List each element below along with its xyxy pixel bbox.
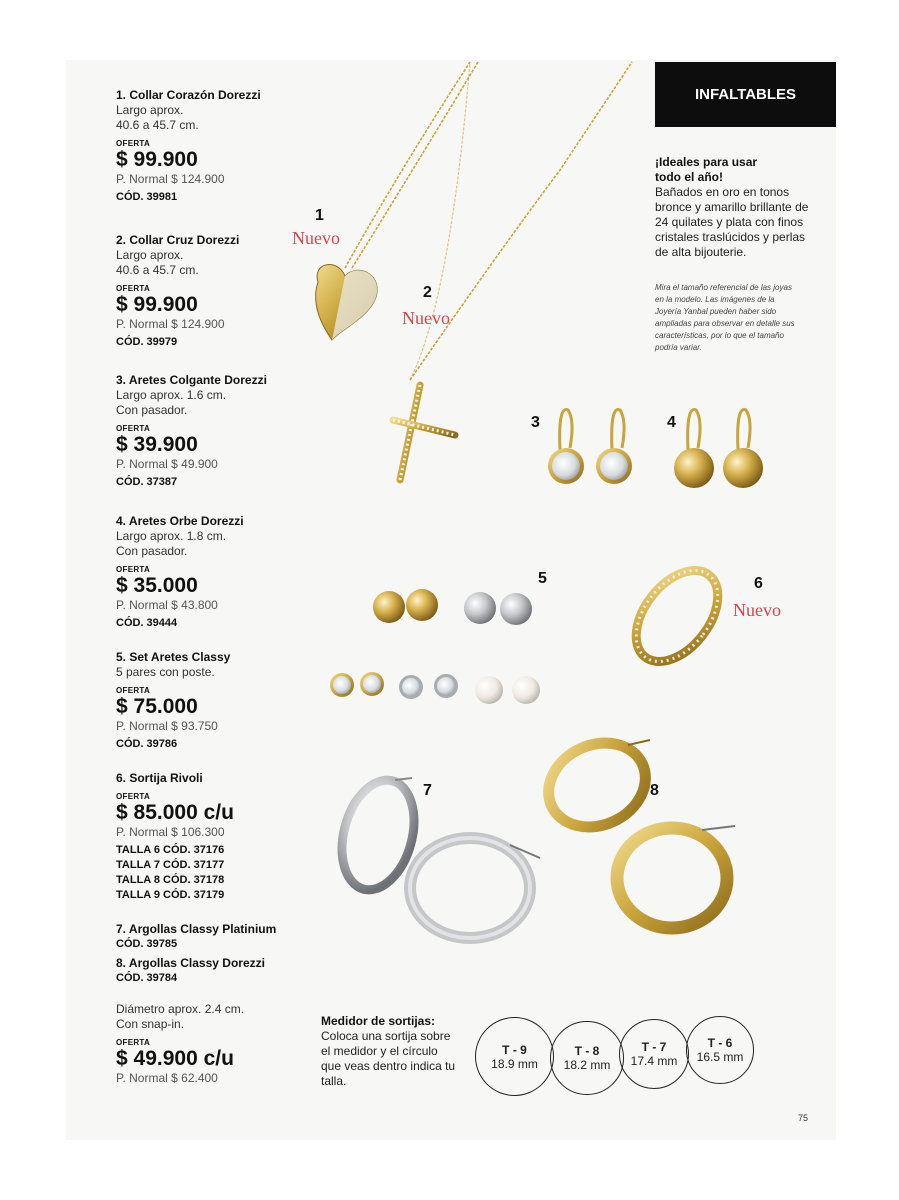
normal-price: P. Normal $ 124.900 (116, 317, 225, 331)
offer-price: $ 49.900 c/u (116, 1047, 234, 1070)
offer-label: OFERTA (116, 424, 151, 433)
offer-price: $ 99.900 (116, 148, 198, 171)
product-desc: 40.6 a 45.7 cm. (116, 118, 199, 132)
normal-price: P. Normal $ 93.750 (116, 719, 218, 733)
product-desc: 5 pares con poste. (116, 665, 215, 679)
product-code: CÓD. 39981 (116, 191, 178, 203)
product-title: 2. Collar Cruz Dorezzi (116, 233, 240, 247)
product-title: 1. Collar Corazón Dorezzi (116, 88, 261, 102)
product-code: CÓD. 39786 (116, 738, 178, 750)
intro-title: ¡Ideales para usar (655, 155, 758, 169)
product-desc: Diámetro aprox. 2.4 cm. (116, 1002, 245, 1016)
product-title: 3. Aretes Colgante Dorezzi (116, 373, 267, 387)
silver-hoops (331, 772, 540, 938)
ring-size-label: T - 8 (574, 1044, 600, 1058)
ring-size-mm: 18.9 mm (491, 1056, 538, 1071)
product-title: 8. Argollas Classy Dorezzi (116, 956, 265, 970)
ring-size-t9 (475, 1017, 554, 1096)
product-title: 4. Aretes Orbe Dorezzi (116, 514, 244, 528)
section-tag: INFALTABLES (655, 62, 836, 127)
heart-necklace (316, 62, 478, 340)
ring-sizer-desc: Coloca una sortija sobre el medidor y el círculo que veas dentro indica tu talla. (321, 1029, 456, 1088)
offer-label: OFERTA (116, 565, 151, 574)
product-desc: Con snap-in. (116, 1017, 185, 1031)
product-code: CÓD. 37387 (116, 476, 178, 488)
label-8: 8 (650, 782, 659, 799)
offer-price: $ 85.000 c/u (116, 801, 234, 824)
product-desc: Largo aprox. 1.6 cm. (116, 388, 227, 402)
label-5: 5 (538, 570, 547, 587)
size-disclaimer: Mira el tamaño referencial de las joyas en la modelo. Las imágenes de la Joyería Yanbal pueden haber sido ampliadas para observar en detalle sus características, por lo que el tamaño podría variar. (655, 283, 795, 352)
gold-hoops (535, 728, 735, 928)
product-desc: Con pasador. (116, 544, 188, 558)
drop-earrings-crystal (548, 410, 632, 485)
ring-size-t6 (686, 1016, 754, 1084)
offer-price: $ 35.000 (116, 574, 198, 597)
normal-price: P. Normal $ 43.800 (116, 598, 218, 612)
size-code: TALLA 8 CÓD. 37178 (116, 874, 225, 886)
size-code: TALLA 7 CÓD. 37177 (116, 859, 225, 871)
ring-size-mm: 17.4 mm (630, 1054, 678, 1068)
ring-size-mm: 18.2 mm (563, 1058, 611, 1072)
label-7: 7 (423, 782, 432, 799)
ring-sizer-title: Medidor de sortijas: (321, 1014, 436, 1028)
offer-price: $ 75.000 (116, 695, 198, 718)
product-desc: Largo aprox. (116, 248, 184, 262)
label-6: 6 (754, 575, 763, 592)
ring-size-t8 (550, 1021, 624, 1095)
ring-size-label: T - 7 (641, 1040, 667, 1054)
label-2: 2 (423, 284, 432, 301)
label-3: 3 (531, 414, 540, 431)
product-title: 6. Sortija Rivoli (116, 771, 203, 785)
ring-size-t7 (619, 1019, 689, 1089)
size-code: TALLA 9 CÓD. 37179 (116, 889, 225, 901)
ring-size-label: T - 9 (502, 1042, 527, 1057)
offer-label: OFERTA (116, 1038, 151, 1047)
intro-title: todo el año! (655, 170, 723, 184)
offer-label: OFERTA (116, 139, 151, 148)
normal-price: P. Normal $ 62.400 (116, 1071, 218, 1085)
offer-price: $ 39.900 (116, 433, 198, 456)
ring-size-mm: 16.5 mm (696, 1050, 744, 1064)
cross-necklace (393, 62, 632, 480)
offer-price: $ 99.900 (116, 293, 198, 316)
normal-price: P. Normal $ 49.900 (116, 457, 218, 471)
product-code: CÓD. 39979 (116, 336, 178, 348)
product-code: CÓD. 39444 (116, 617, 178, 629)
intro-text: Bañados en oro en tonos bronce y amarillo brillante de 24 quilates y plata con finos cristales traslúcidos y perlas de alta bijouterie. (655, 185, 809, 259)
product-title: 7. Argollas Classy Platinium (116, 922, 277, 936)
offer-label: OFERTA (116, 792, 151, 801)
nuevo-badge: Nuevo (292, 228, 340, 248)
nuevo-badge: Nuevo (733, 600, 781, 620)
label-4: 4 (667, 414, 676, 431)
product-desc: Largo aprox. (116, 103, 184, 117)
page-number: 75 (798, 1113, 809, 1123)
product-desc: 40.6 a 45.7 cm. (116, 263, 199, 277)
product-desc: Largo aprox. 1.8 cm. (116, 529, 227, 543)
nuevo-badge: Nuevo (402, 308, 450, 328)
size-code: TALLA 6 CÓD. 37176 (116, 844, 225, 856)
ring-sizer-text (321, 1014, 461, 1089)
label-1: 1 (315, 207, 324, 224)
product-desc: Con pasador. (116, 403, 188, 417)
product-title: 5. Set Aretes Classy (116, 650, 231, 664)
product-code: CÓD. 39785 (116, 938, 178, 950)
ring-size-label: T - 6 (707, 1036, 733, 1050)
rivoli-ring (620, 555, 734, 676)
orb-earrings (674, 410, 763, 489)
product-code: CÓD. 39784 (116, 972, 178, 984)
stud-earring-set (330, 589, 540, 704)
offer-label: OFERTA (116, 284, 151, 293)
offer-label: OFERTA (116, 686, 151, 695)
normal-price: P. Normal $ 106.300 (116, 825, 225, 839)
normal-price: P. Normal $ 124.900 (116, 172, 225, 186)
